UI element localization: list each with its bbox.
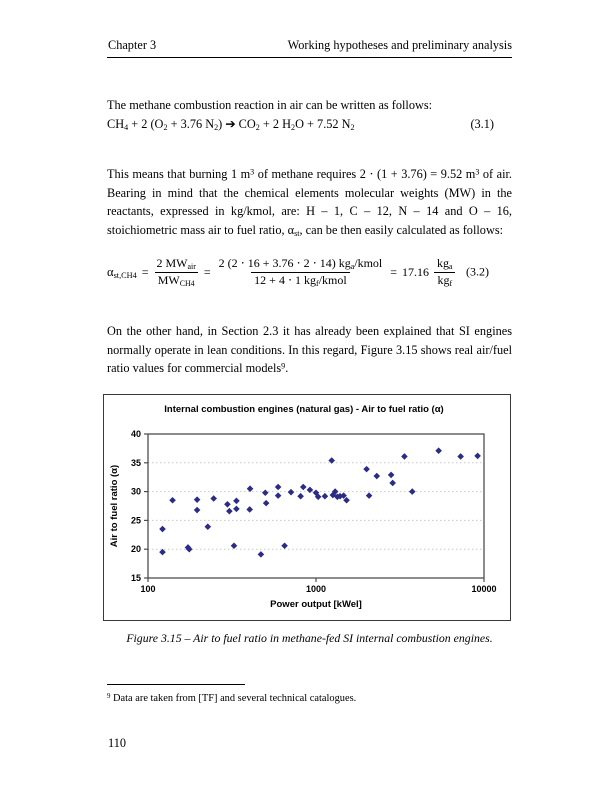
- chart-title: Internal combustion engines (natural gas) - Air to fuel ratio (α): [164, 404, 444, 415]
- axis-ticks: [144, 434, 484, 582]
- data-points: [159, 447, 481, 557]
- svg-text:35: 35: [130, 457, 141, 468]
- equation-3-2-number: (3.2): [466, 264, 489, 279]
- result-value: 17.16: [402, 264, 430, 279]
- x-axis-title: Power output [kWel]: [270, 599, 362, 610]
- fraction-units: $\frac{kg_a}{kg_f}$: [434, 257, 456, 288]
- equation-3-2: [107, 249, 512, 295]
- scatter-chart-svg: [104, 395, 510, 620]
- plot-area-frame: [148, 434, 484, 578]
- footnote-text: $^9$ Data are taken from [TF] and several technical catalogues.: [107, 692, 357, 704]
- header-title: Working hypotheses and preliminary analysis: [287, 38, 512, 52]
- header-chapter: Chapter 3: [108, 38, 157, 52]
- paragraph-stoichiometry: This means that burning 1 $m^3$ of methane requires 2 ⋅ (1 + 3.76) = 9.52 $m^3$ of air. Bearing in mind that the chemical elements molecular weights (MW) in the reactants, expressed in kg/kmol, are: H – 1, C – 12, N – 14 and O – 16, stoichiometric mass air to fuel ratio, $\alpha_{st}$, can be then easily calculated as follows:: [107, 167, 512, 239]
- svg-text:10000: 10000: [471, 584, 497, 594]
- equals-sign: =: [390, 264, 398, 279]
- equation-3-2-lhs: $\alpha_{st,CH4}$: [107, 264, 137, 280]
- paragraph-intro: The methane combustion reaction in air can be written as follows:: [107, 98, 433, 113]
- svg-text:1000: 1000: [305, 584, 327, 594]
- equals-sign: =: [203, 264, 211, 279]
- svg-text:100: 100: [140, 584, 156, 594]
- svg-text:25: 25: [130, 515, 141, 526]
- y-axis-title: Air to fuel ratio (α): [109, 464, 120, 548]
- svg-text:15: 15: [130, 573, 141, 583]
- equation-3-1: [107, 117, 512, 132]
- svg-text:30: 30: [130, 486, 141, 497]
- equation-3-1-formula: $CH_4 + 2$ ($O_2 + 3.76$ $N_2$) ➔ $CO_2 + 2$ $H_2O + 7.52$ $N_2$: [107, 117, 355, 133]
- fraction-masses: $\frac{2 (2 \cdot 16 + 3.76 \cdot 2 \cdot 14) kg_a/kmol}{12 + 4 \cdot 1 kg_f/kmol}$: [218, 255, 383, 288]
- header-rule: [107, 57, 512, 58]
- equals-sign: =: [141, 264, 149, 279]
- fraction-mw: $\frac{2 MW_{air}}{MW_{CH4}}$: [156, 255, 196, 288]
- equation-3-1-number: (3.1): [470, 117, 494, 131]
- page-number: 110: [108, 736, 126, 750]
- footnote-separator: [107, 684, 245, 685]
- svg-text:40: 40: [130, 429, 141, 439]
- svg-text:20: 20: [130, 544, 141, 555]
- figure-chart: [103, 394, 511, 621]
- axis-tick-labels: [131, 429, 497, 594]
- paragraph-lean-conditions: On the other hand, in Section 2.3 it has already been explained that SI engines normally operate in lean conditions. In this regard, Figure 3.15 shows real air/fuel ratio values for commercial models$^9$.: [107, 324, 512, 376]
- figure-caption: Figure 3.15 – Air to fuel ratio in methane-fed SI internal combustion engines.: [126, 631, 493, 645]
